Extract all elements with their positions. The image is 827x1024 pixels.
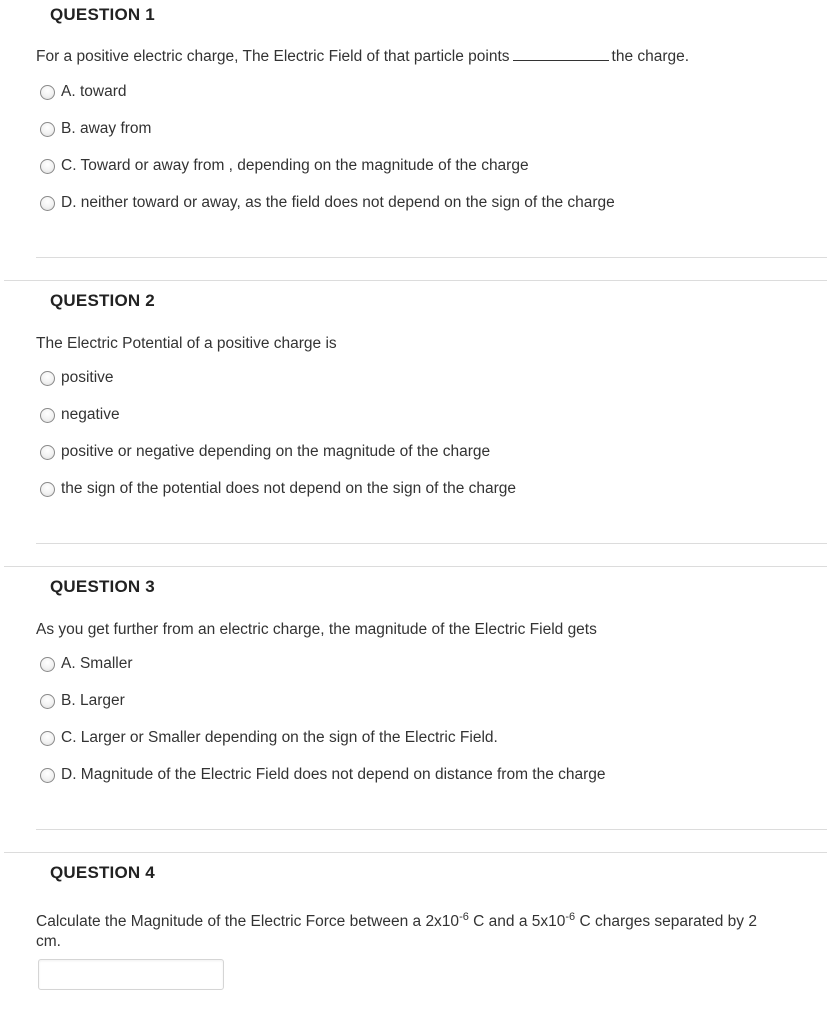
option-label: positive or negative depending on the magnitude of the charge bbox=[61, 443, 491, 460]
option-a[interactable] bbox=[40, 655, 133, 673]
option-negative[interactable] bbox=[40, 406, 120, 424]
question-header: QUESTION 4 bbox=[50, 863, 155, 882]
option-b[interactable] bbox=[40, 692, 125, 710]
radio-button[interactable] bbox=[40, 694, 55, 709]
option-label: positive bbox=[61, 369, 114, 386]
option-label: negative bbox=[61, 406, 120, 423]
exponent: -6 bbox=[565, 911, 576, 923]
option-label: D. Magnitude of the Electric Field does not depend on distance from the charge bbox=[61, 766, 606, 783]
radio-button[interactable] bbox=[40, 482, 55, 497]
exponent: -6 bbox=[459, 911, 469, 923]
radio-button[interactable] bbox=[40, 371, 55, 386]
option-b[interactable] bbox=[40, 120, 151, 138]
question-text-line2: cm. bbox=[36, 933, 61, 950]
radio-button[interactable] bbox=[40, 731, 55, 746]
fill-in-blank bbox=[513, 59, 609, 61]
option-label: D. neither toward or away, as the field does not depend on the sign of the charge bbox=[61, 194, 615, 211]
option-c[interactable] bbox=[40, 729, 498, 747]
question-text-part: C charges separated by 2 bbox=[575, 913, 757, 931]
question-header: QUESTION 1 bbox=[50, 5, 155, 24]
option-a[interactable] bbox=[40, 83, 126, 101]
question-text-after: the charge. bbox=[611, 48, 690, 65]
question-text-before: For a positive electric charge, The Electric Field of that particle points bbox=[36, 48, 510, 65]
question-text bbox=[36, 48, 689, 66]
option-label: A. Smaller bbox=[61, 655, 133, 672]
option-label: B. Larger bbox=[61, 692, 125, 709]
divider bbox=[36, 829, 827, 830]
option-independent[interactable] bbox=[40, 480, 516, 498]
radio-button[interactable] bbox=[40, 445, 55, 460]
divider bbox=[36, 257, 827, 258]
option-c[interactable] bbox=[40, 157, 529, 175]
question-header: QUESTION 3 bbox=[50, 577, 155, 596]
radio-button[interactable] bbox=[40, 159, 55, 174]
option-label: the sign of the potential does not depend on the sign of the charge bbox=[61, 480, 517, 497]
answer-input[interactable] bbox=[38, 959, 224, 990]
divider bbox=[4, 852, 827, 853]
option-d[interactable] bbox=[40, 194, 615, 212]
radio-button[interactable] bbox=[40, 408, 55, 423]
option-d[interactable] bbox=[40, 766, 606, 784]
radio-button[interactable] bbox=[40, 196, 55, 211]
option-label: B. away from bbox=[61, 120, 152, 137]
option-label: C. Toward or away from , depending on the magnitude of the charge bbox=[61, 157, 529, 174]
question-text: The Electric Potential of a positive charge is bbox=[36, 335, 337, 352]
divider bbox=[4, 566, 827, 567]
divider bbox=[36, 543, 827, 544]
radio-button[interactable] bbox=[40, 122, 55, 137]
radio-button[interactable] bbox=[40, 657, 55, 672]
divider bbox=[4, 280, 827, 281]
radio-button[interactable] bbox=[40, 768, 55, 783]
question-text bbox=[36, 911, 757, 931]
question-header: QUESTION 2 bbox=[50, 291, 155, 310]
option-label: A. toward bbox=[61, 83, 127, 100]
option-depends-magnitude[interactable] bbox=[40, 443, 490, 461]
radio-button[interactable] bbox=[40, 85, 55, 100]
question-text: As you get further from an electric charge, the magnitude of the Electric Field gets bbox=[36, 621, 597, 638]
question-text-part: Calculate the Magnitude of the Electric Force between a 2x10 bbox=[36, 913, 460, 931]
question-text-part: C and a 5x10 bbox=[468, 913, 566, 931]
option-label: C. Larger or Smaller depending on the sign of the Electric Field. bbox=[61, 729, 498, 746]
option-positive[interactable] bbox=[40, 369, 114, 387]
